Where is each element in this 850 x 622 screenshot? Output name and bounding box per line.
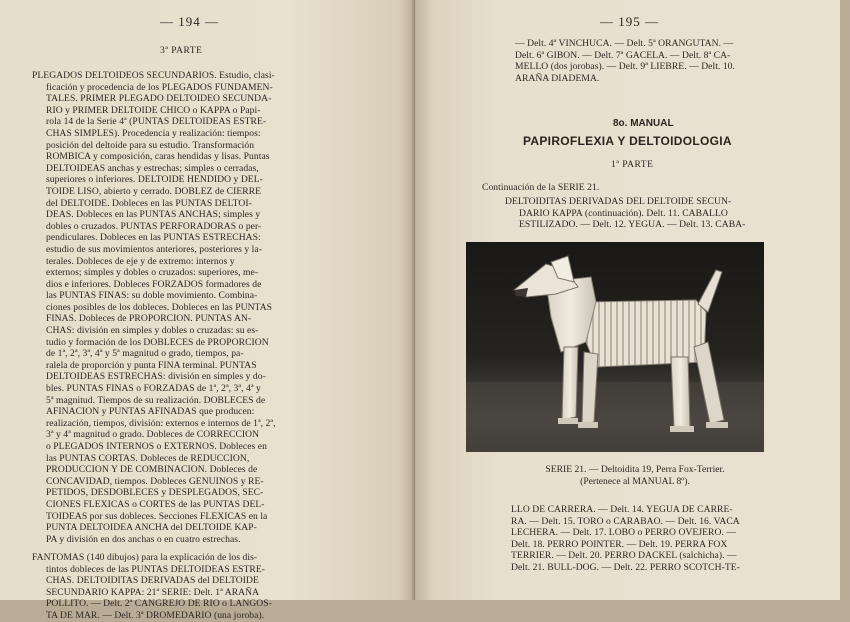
plegados-text-line: bles. PUNTAS FINAS o FORZADAS de 1ª, 2ª, 3ª, 4ª y <box>46 383 261 395</box>
plegados-text-line: o PLEGADOS INTERNOS o EXTERNOS. Dobleces en <box>46 441 267 452</box>
plegados-text-line: dios e inferiores. Dobleces FORZADOS formadores de <box>46 278 262 290</box>
plegados-text-line: PETIDOS, DESDOBLECES y DESPLEGADOS, SEC- <box>46 487 264 499</box>
fantomas-text-line: tintos dobleces de las PUNTAS DELTOIDEAS ESTRE- <box>46 563 266 575</box>
left-page <box>0 0 415 621</box>
plegados-text-line: TOIDEAS por sus dobleces. Secciones FLEXICAS en la <box>46 510 268 522</box>
continuation-line: Continuación de la SERIE 21. <box>482 182 600 193</box>
right-mid-text-line: DARIO KAPPA (continuación). Delt. 11. CABALLO <box>519 207 728 219</box>
plegados-text-line: ralela de proporción y punta FINA terminal. PUNTAS <box>46 359 257 371</box>
origami-fox-terrier-illustration <box>466 242 764 452</box>
photo-caption-line1: SERIE 21. — Deltoidita 19, Perra Fox-Terrier. <box>545 464 725 475</box>
right-top-text-line: ARAÑA DIADEMA. <box>515 72 600 84</box>
plegados-text-line: ficación y procedencia de los PLEGADOS FUNDAMEN- <box>46 81 273 93</box>
plegados-text-line: CONCAVIDAD, tiempos. Dobleces GENUINOS y RE- <box>46 475 264 487</box>
right-part-heading: 1ª PARTE <box>611 160 654 170</box>
fantomas-text-line: CHAS. DELTOIDITAS DERIVADAS del DELTOIDE <box>46 575 259 587</box>
plegados-text-line: AFINACION y PUNTAS AFINADAS que producen: <box>46 406 255 418</box>
book-title-heading: PAPIROFLEXIA Y DELTOIDOLOGIA <box>523 134 732 148</box>
plegados-text-line: PLEGADOS DELTOIDEOS SECUNDARIOS. Estudio, clasi- <box>32 70 275 81</box>
plegados-text-line: CHAS SIMPLES). Procedencia y realización: tiempos: <box>46 127 261 139</box>
plegados-text-line: realización, tiempos, división: externos e internos de 1ª, 2ª, <box>46 417 276 429</box>
right-bottom-text-line: LECHERA. — Delt. 17. LOBO o PERRO OVEJERO. — <box>511 527 736 539</box>
plegados-text-line: del DELTOIDE. Dobleces en las PUNTAS DELTOI- <box>46 197 252 209</box>
right-page-number: — 195 — <box>600 14 659 29</box>
plegados-text-line: terales. Dobleces de eje y de extremo: internos y <box>46 255 235 267</box>
left-part-heading: 3ª PARTE <box>160 46 203 56</box>
plegados-text-line: PUNTA DELTOIDEA ANCHA del DELTOIDE KAP- <box>46 522 257 534</box>
right-mid-text-line: DELTOIDITAS DERIVADAS DEL DELTOIDE SECUN- <box>505 196 732 207</box>
photo-caption-line2: (Pertenece al MANUAL 8º). <box>580 476 690 487</box>
left-page-number: — 194 — <box>160 14 219 29</box>
plegados-text-line: estudio de sus movimientos anteriores, posteriores y la- <box>46 243 262 255</box>
fantomas-text-line: POLLITO. — Delt. 2ª CANGREJO DE RIO o LANGOS- <box>46 598 272 610</box>
right-top-text-line: Delt. 6ª GIBON. — Delt. 7ª GACELA. — Delt. 8ª CA- <box>515 49 731 61</box>
left-paragraph-fantomas <box>32 552 384 622</box>
plegados-text-line: de 1ª, 2ª, 3ª, 4ª y 5ª magnitud o grado, tiempos, pa- <box>46 348 244 360</box>
right-bottom-text-line: TERRIER. — Delt. 20. PERRO DACKEL (salchicha). — <box>511 550 737 562</box>
fantomas-text-line: TA DE MAR. — Delt. 3ª DROMEDARIO (una joroba). <box>46 609 265 621</box>
plegados-text-line: CIONES FLEXICAS o CORTES de las PUNTAS DEL- <box>46 498 265 510</box>
plegados-text-line: 5ª magnitud. Tiempos de su realización. DOBLECES de <box>46 394 266 406</box>
fantomas-text-line: FANTOMAS (140 dibujos) para la explicación de los dis- <box>32 552 258 563</box>
plegados-text-line: DELTOIDEAS anchas y estrechas; simples o cerradas, <box>46 162 259 174</box>
origami-dog-photo <box>466 242 764 452</box>
plegados-text-line: FINAS. Dobleces de PROPORCION. PUNTAS AN- <box>46 313 252 325</box>
plegados-text-line: rola 14 de la Serie 4ª (PUNTAS DELTOIDEAS ESTRE- <box>46 116 267 128</box>
plegados-text-line: tudio y formación de los DOBLECES de PROPORCION <box>46 336 269 348</box>
right-top-paragraph <box>515 38 850 84</box>
right-bottom-text-line: Delt. 18. PERRO POINTER. — Delt. 19. PERRA FOX <box>511 538 728 550</box>
right-bottom-text-line: LLO DE CARRERA. — Delt. 14. YEGUA DE CARRE- <box>511 504 733 515</box>
right-bottom-text-line: Delt. 21. BULL-DOG. — Delt. 22. PERRO SCOTCH-TE- <box>511 561 740 573</box>
plegados-text-line: pendiculares. Dobleces en las PUNTAS ESTRECHAS: <box>46 232 261 244</box>
plegados-text-line: dobles o cruzados. PUNTAS PERFORADORAS o per- <box>46 220 262 232</box>
right-top-text-line: MELLO (dos jorobas). — Delt. 9ª LIEBRE. — Delt. 10. <box>515 61 735 73</box>
plegados-text-line: RIO y PRIMER DELTOIDE CHICO o KAPPA o Papi- <box>46 104 261 116</box>
manual-heading: 8o. MANUAL <box>613 118 674 129</box>
right-bottom-text-line: RA. — Delt. 15. TORO o CARABAO. — Delt. 16. VACA <box>511 515 740 527</box>
plegados-text-line: las PUNTAS FINAS: su doble movimiento. Combina- <box>46 290 258 302</box>
right-bottom-paragraph <box>511 504 843 574</box>
plegados-text-line: CHAS: división en simples y dobles o cruzadas: su es- <box>46 325 259 337</box>
right-top-text-line: — Delt. 4ª VINCHUCA. — Delt. 5ª ORANGUTAN. — <box>515 38 734 49</box>
fantomas-text-line: SECUNDARIO KAPPA: 21ª SERIE: Delt. 1ª ARAÑA <box>46 586 260 598</box>
plegados-text-line: DELTOIDEAS ESTRECHAS: división en simples y do- <box>46 371 266 383</box>
left-paragraph-plegados <box>32 70 384 545</box>
plegados-text-line: posición del deltoide para su estudio. Transformación <box>46 139 255 151</box>
plegados-text-line: ROMBICA y composición, caras hendidas y lisas. Puntas <box>46 151 270 163</box>
plegados-text-line: PA y división en dos anchas o en cuatro estrechas. <box>46 533 241 545</box>
right-mid-paragraph <box>505 196 849 231</box>
plegados-text-line: las PUNTAS CORTAS. Dobleces de REDUCCION, <box>46 452 250 464</box>
plegados-text-line: externos; simples y dobles o cruzados: superiores, me- <box>46 267 259 279</box>
plegados-text-line: PRODUCCION Y DE COMBINACION. Dobleces de <box>46 464 258 476</box>
plegados-text-line: TALES. PRIMER PLEGADO DELTOIDEO SECUNDA- <box>46 93 272 105</box>
plegados-text-line: superiores o inferiores. DELTOIDE HENDIDO y DEL- <box>46 174 263 186</box>
plegados-text-line: DEAS. Dobleces en las PUNTAS ANCHAS; simples y <box>46 209 261 221</box>
plegados-text-line: TOIDE LISO, abierto y cerrado. DOBLEZ de CIERRE <box>46 185 262 197</box>
right-mid-text-line: ESTILIZADO. — Delt. 12. YEGUA. — Delt. 13. CABA- <box>519 219 746 231</box>
plegados-text-line: 3ª y 4ª magnitud o grado. Dobleces de CORRECCION <box>46 429 260 441</box>
plegados-text-line: ciones posibles de los dobleces. Dobleces en las PUNTAS <box>46 301 273 313</box>
